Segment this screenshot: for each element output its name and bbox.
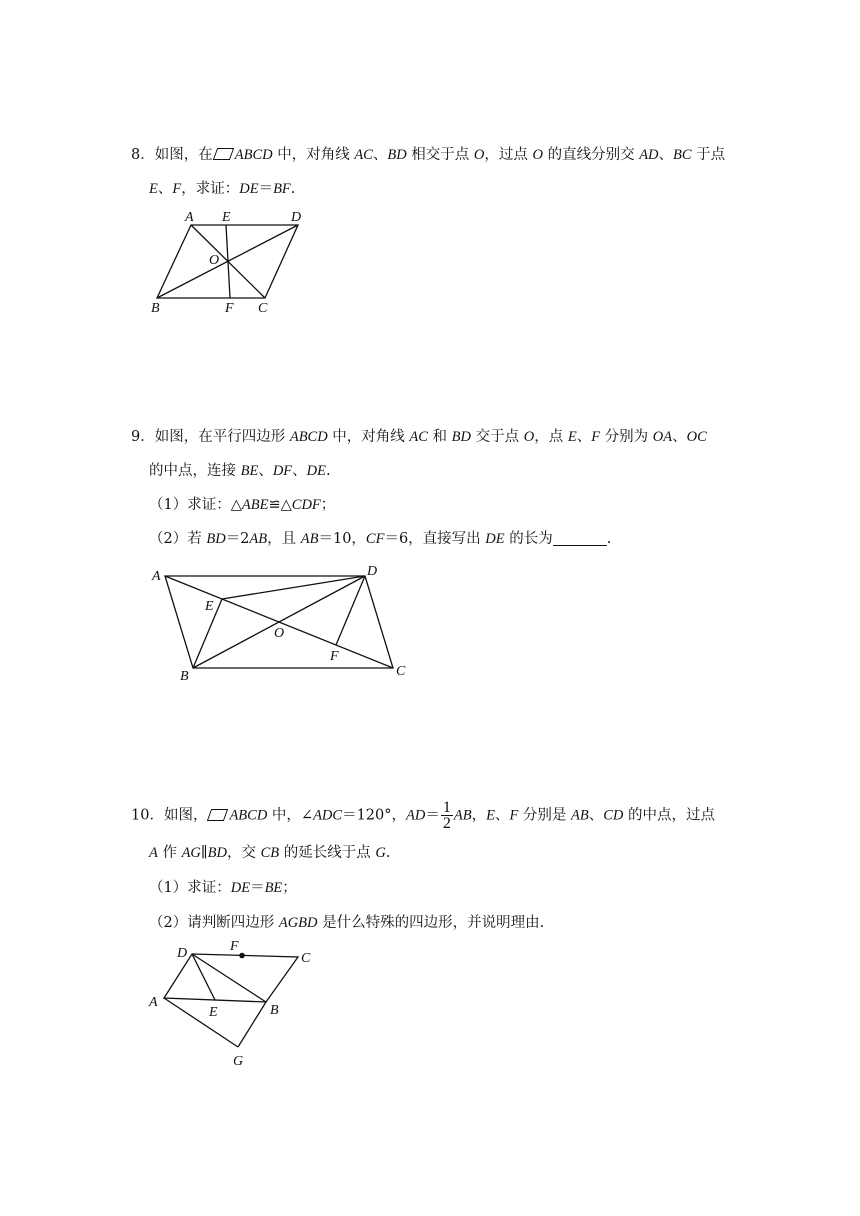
q8-label-d: D (291, 210, 302, 225)
q9-label-b: B (180, 669, 189, 684)
q8-label-c: C (258, 301, 268, 316)
q10-line2: A 作 AG∥BD，交 CB 的延长线于点 G. (149, 845, 391, 861)
q8-label-e: E (222, 210, 231, 225)
q8-label-o: O (209, 253, 220, 268)
q8-number: 8． (131, 147, 155, 163)
q10-label-f: F (230, 939, 239, 954)
q9-line2: 的中点，连接 BE、DF、DE. (149, 463, 331, 479)
q9-label-c: C (396, 664, 406, 679)
q9-label-e: E (205, 599, 214, 614)
q10-line1: 10．如图， ABCD 中，∠ADC＝120°，AD＝ $\frac{1}{2}$ AB，E、F 分别是 AB、CD 的中点，过点 (131, 799, 715, 832)
fraction-one-half: $\frac{1}{2}$ (442, 799, 451, 832)
q10-parallelogram (164, 954, 298, 1002)
q10-label-a: A (149, 995, 158, 1010)
q10-label-e: E (209, 1005, 218, 1020)
q10-diagonal-bd (192, 954, 266, 1002)
q9-label-f: F (330, 649, 339, 664)
q9-label-a: A (152, 569, 161, 584)
q10-part1: （1）求证：DE＝BE； (149, 880, 297, 896)
q10-label-d: D (177, 946, 188, 961)
q10-point-f (239, 953, 245, 959)
q10-label-b: B (270, 1003, 279, 1018)
q10-number: 10． (131, 807, 164, 824)
q8-line1: 8．如图，在 ABCD 中，对角线 AC、BD 相交于点 O，过点 O 的直线分别交 AD、BC 于点 (131, 147, 726, 163)
q8-label-f: F (225, 301, 234, 316)
q8-label-a: A (185, 210, 194, 225)
q10-label-c: C (301, 951, 311, 966)
q9-part1: （1）求证：△ABE≌△CDF； (149, 497, 336, 513)
q9-label-o: O (274, 626, 285, 641)
q8-line2: E、F，求证：DE＝BF. (149, 181, 296, 197)
q8-label-b: B (151, 301, 160, 316)
q10-segment-bg (238, 1002, 266, 1047)
q10-segment-ag (164, 998, 238, 1047)
q9-label-d: D (367, 564, 378, 579)
q9-line1: 9．如图，在平行四边形 ABCD 中，对角线 AC 和 BD 交于点 O，点 E、F 分别为 OA、OC (131, 429, 707, 445)
q10-label-g: G (233, 1054, 244, 1069)
q10-part2: （2）请判断四边形 AGBD 是什么特殊的四边形，并说明理由. (149, 915, 545, 931)
q9-part2: （2）若 BD＝2AB，且 AB＝10，CF＝6，直接写出 DE 的长为 . (149, 531, 612, 547)
q9-number: 9． (131, 429, 155, 445)
